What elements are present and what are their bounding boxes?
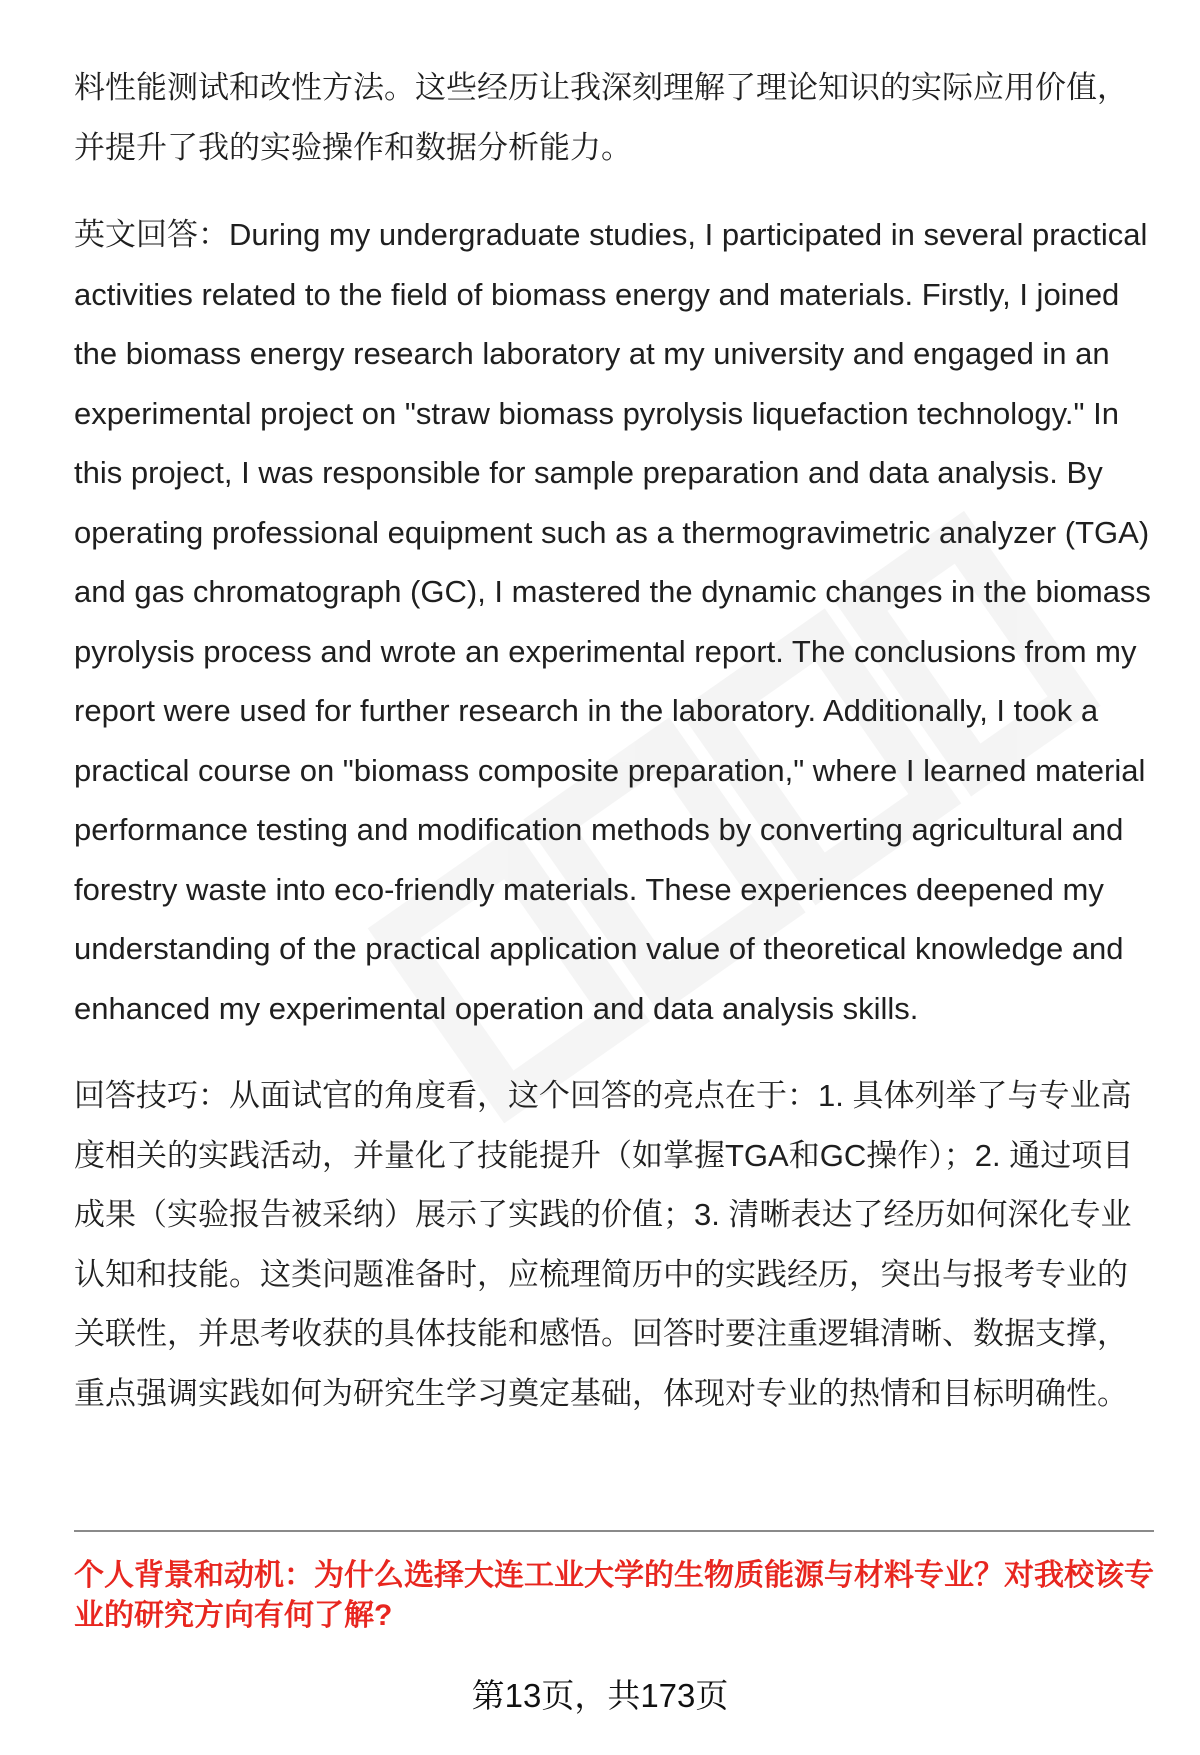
english-answer-paragraph xyxy=(74,205,1160,1038)
page-content xyxy=(74,58,1160,1423)
intro-paragraph: 料性能测试和改性方法。这些经历让我深刻理解了理论知识的实际应用价值，并提升了我的实验操作和数据分析能力。 xyxy=(74,70,1128,165)
answer-tips-text: 从面试官的角度看，这个回答的亮点在于：1. 具体列举了与专业高度相关的实践活动，并量化了技能提升（如掌握TGA和GC操作）；2. 通过项目成果（实验报告被采纳）展示了实践的价值；3. 清晰表达了经历如何深化专业认知和技能。这类问题准备时，应梳理简历中的实践经历，突出与报考专业的关联性，并思考收获的具体技能和感悟。回答时要注重逻辑清晰、数据支撑，重点强调实践如何为研究生学习奠定基础，体现对专业的热情和目标明确性。 xyxy=(74,1078,1134,1411)
english-answer-text: During my undergraduate studies, I participated in several practical activities related to the field of biomass energy and materials. Firstly, I joined the biomass energy research laboratory at my university and engaged in an experimental project on "straw biomass pyrolysis liquefaction technology." In this project, I was responsible for sample preparation and data analysis. By operating professional equipment such as a thermogravimetric analyzer (TGA) and gas chromatograph (GC), I mastered the dynamic changes in the biomass pyrolysis process and wrote an experimental report. The conclusions from my report were used for further research in the laboratory. Additionally, I took a practical course on "biomass composite preparation," where I learned material performance testing and modification methods by converting agricultural and forestry waste into eco-friendly materials. These experiences deepened my understanding of the practical application value of theoretical knowledge and enhanced my experimental operation and data analysis skills. xyxy=(74,217,1160,1026)
section-divider xyxy=(74,1530,1154,1532)
answer-tips-paragraph xyxy=(74,1066,1154,1423)
english-answer-label: 英文回答： xyxy=(74,217,229,252)
next-question-heading: 个人背景和动机：为什么选择大连工业大学的生物质能源与材料专业？对我校该专业的研究方向有何了解? xyxy=(74,1559,1154,1632)
answer-tips-label: 回答技巧： xyxy=(74,1078,229,1113)
page-number-footer: 第13页，共173页 xyxy=(471,1677,729,1714)
